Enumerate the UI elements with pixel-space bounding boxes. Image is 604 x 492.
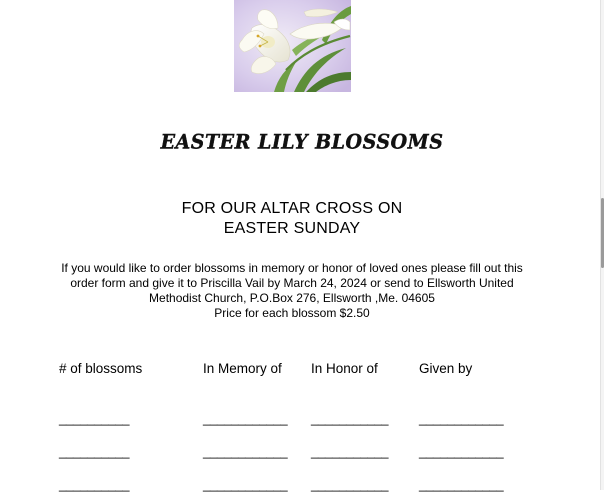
price-line: Price for each blossom $2.50 xyxy=(214,306,370,320)
body-line-2: order form and give it to Priscilla Vail by March 24, 2024 or send to Ellsworth United xyxy=(70,276,514,290)
subtitle-line-1: FOR OUR ALTAR CROSS ON xyxy=(181,200,403,217)
blank-field-in-memory-of[interactable]: ____________ xyxy=(203,411,288,426)
subtitle-line-2: EASTER SUNDAY xyxy=(223,220,361,237)
blank-field-in-honor-of[interactable]: ___________ xyxy=(311,444,389,459)
blank-field-in-honor-of[interactable]: ___________ xyxy=(311,411,389,426)
column-header-in-memory-of: In Memory of xyxy=(203,361,282,376)
column-header-in-honor-of: In Honor of xyxy=(311,361,378,376)
blank-field-given-by[interactable]: ____________ xyxy=(419,477,504,492)
blank-field-in-honor-of[interactable]: ___________ xyxy=(311,477,389,492)
column-header-blossoms: # of blossoms xyxy=(59,361,143,376)
blank-field-blossoms[interactable]: __________ xyxy=(59,411,130,426)
blank-field-in-memory-of[interactable]: ____________ xyxy=(203,444,288,459)
body-line-1: If you would like to order blossoms in memory or honor of loved ones please fill out this xyxy=(61,261,523,275)
blank-field-given-by[interactable]: ____________ xyxy=(419,411,504,426)
body-line-3: Methodist Church, P.O.Box 276, Ellsworth ,Me. 04605 xyxy=(149,291,435,305)
document-title: EASTER LILY BLOSSOMS xyxy=(160,130,444,154)
easter-lily-illustration xyxy=(234,0,351,92)
blank-field-given-by[interactable]: ____________ xyxy=(419,444,504,459)
blank-field-blossoms[interactable]: __________ xyxy=(59,477,130,492)
column-header-given-by: Given by xyxy=(419,361,473,376)
blank-field-in-memory-of[interactable]: ____________ xyxy=(203,477,288,492)
blank-field-blossoms[interactable]: __________ xyxy=(59,444,130,459)
